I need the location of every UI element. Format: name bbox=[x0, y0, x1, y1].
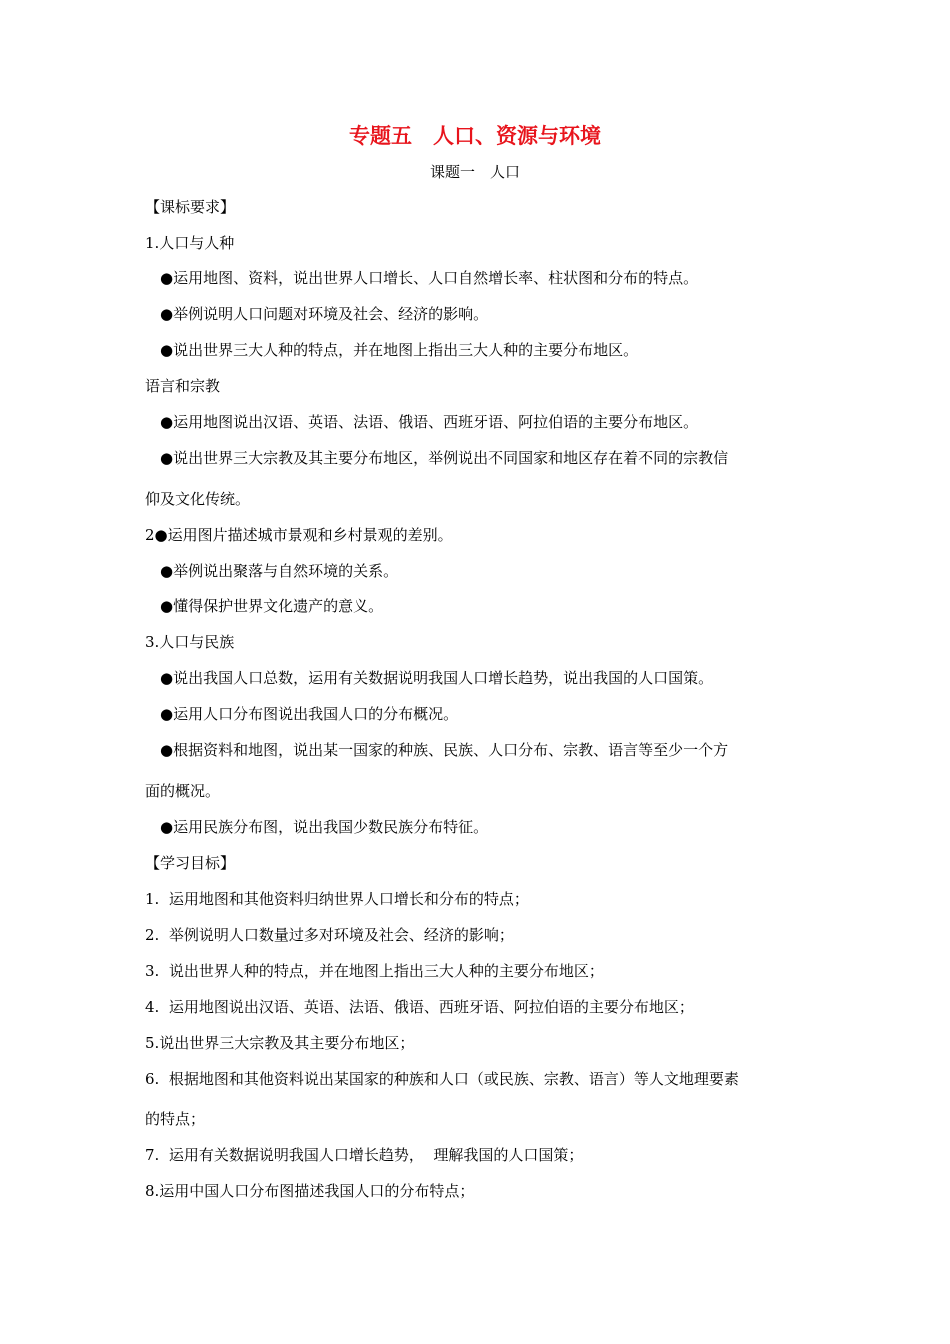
list-item: 2. 举例说明人口数量过多对环境及社会、经济的影响； bbox=[145, 926, 514, 944]
list-item: 8.运用中国人口分布图描述我国人口的分布特点； bbox=[145, 1182, 475, 1200]
bullet-line: ●举例说出聚落与自然环境的关系。 bbox=[160, 562, 399, 580]
text-line: 语言和宗教 bbox=[145, 377, 221, 395]
bullet-line: ●说出世界三大人种的特点，并在地图上指出三大人种的主要分布地区。 bbox=[160, 341, 639, 359]
text-line: 仰及文化传统。 bbox=[145, 490, 251, 508]
list-item: 4. 运用地图说出汉语、英语、法语、俄语、西班牙语、阿拉伯语的主要分布地区； bbox=[145, 998, 694, 1016]
bullet-line: ●运用人口分布图说出我国人口的分布概况。 bbox=[160, 705, 459, 723]
list-item: 5.说出世界三大宗教及其主要分布地区； bbox=[145, 1034, 415, 1052]
section-heading-objectives: 【学习目标】 bbox=[145, 854, 236, 872]
text-line: 2●运用图片描述城市景观和乡村景观的差别。 bbox=[145, 526, 453, 544]
bullet-line: ●懂得保护世界文化遗产的意义。 bbox=[160, 597, 384, 615]
bullet-line: ●说出世界三大宗教及其主要分布地区，举例说出不同国家和地区存在着不同的宗教信 bbox=[160, 449, 729, 467]
list-item: 6. 根据地图和其他资料说出某国家的种族和人口（或民族、宗教、语言）等人文地理要素 bbox=[145, 1070, 739, 1088]
list-item: 7. 运用有关数据说明我国人口增长趋势， 理解我国的人口国策； bbox=[145, 1146, 584, 1164]
text-line: 3.人口与民族 bbox=[145, 633, 235, 651]
bullet-line: ●举例说明人口问题对环境及社会、经济的影响。 bbox=[160, 305, 489, 323]
bullet-line: ●运用民族分布图，说出我国少数民族分布特征。 bbox=[160, 818, 489, 836]
text-line: 1.人口与人种 bbox=[145, 234, 235, 252]
list-item-continuation: 的特点； bbox=[145, 1110, 206, 1128]
page-title: 专题五 人口、资源与环境 bbox=[349, 123, 601, 148]
text-line: 面的概况。 bbox=[145, 782, 221, 800]
bullet-line: ●说出我国人口总数，运用有关数据说明我国人口增长趋势，说出我国的人口国策。 bbox=[160, 669, 714, 687]
section-heading-curriculum: 【课标要求】 bbox=[145, 198, 236, 216]
bullet-line: ●运用地图、资料，说出世界人口增长、人口自然增长率、柱状图和分布的特点。 bbox=[160, 269, 699, 287]
list-item: 1. 运用地图和其他资料归纳世界人口增长和分布的特点； bbox=[145, 890, 529, 908]
bullet-line: ●运用地图说出汉语、英语、法语、俄语、西班牙语、阿拉伯语的主要分布地区。 bbox=[160, 413, 699, 431]
page-subtitle: 课题一 人口 bbox=[429, 163, 520, 181]
bullet-line: ●根据资料和地图，说出某一国家的种族、民族、人口分布、宗教、语言等至少一个方 bbox=[160, 741, 729, 759]
list-item: 3. 说出世界人种的特点，并在地图上指出三大人种的主要分布地区； bbox=[145, 962, 604, 980]
